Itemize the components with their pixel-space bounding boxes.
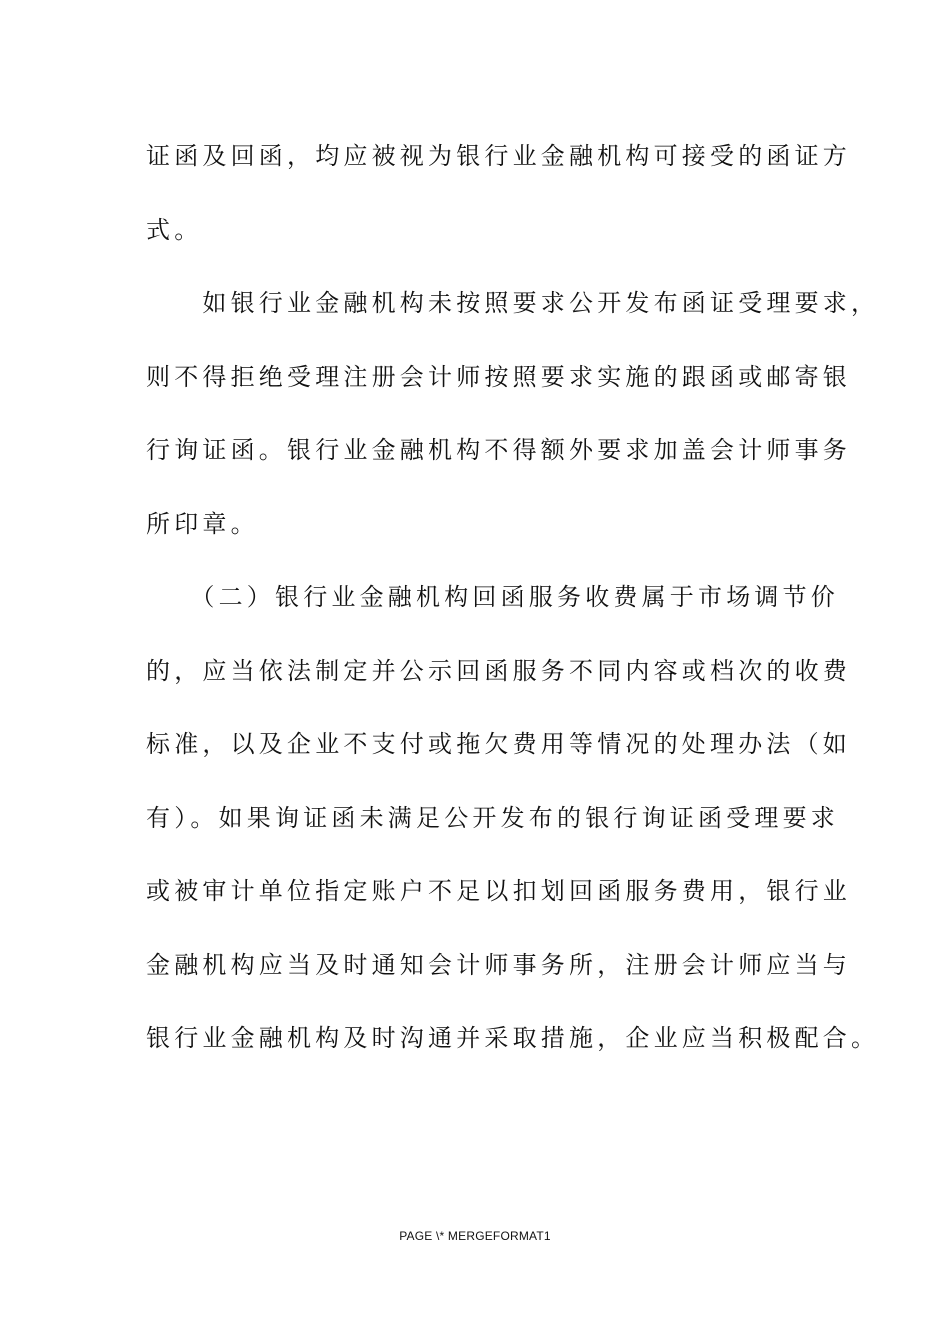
text-line: 标准，以及企业不支付或拖欠费用等情况的处理办法（如 (146, 730, 851, 758)
text-line: 如银行业金融机构未按照要求公开发布函证受理要求， (146, 289, 880, 317)
text-line: 的，应当依法制定并公示回函服务不同内容或档次的收费 (146, 656, 851, 685)
text-line: 金融机构应当及时通知会计师事务所，注册会计师应当与 (146, 950, 851, 979)
body-text (146, 120, 880, 1076)
text-line: 行询证函。银行业金融机构不得额外要求加盖会计师事务 (146, 436, 851, 464)
text-line: 则不得拒绝受理注册会计师按照要求实施的跟函或邮寄银 (146, 362, 851, 391)
text-line: 或被审计单位指定账户不足以扣划回函服务费用，银行业 (146, 877, 851, 905)
text-line: 所印章。 (146, 509, 259, 538)
text-line: 式。 (146, 215, 203, 244)
text-line: 银行业金融机构及时沟通并采取措施，企业应当积极配合。 (146, 1024, 880, 1052)
text-line: 有）。如果询证函未满足公开发布的银行询证函受理要求 (146, 803, 839, 832)
page-footer: PAGE \* MERGEFORMAT1 (399, 1229, 551, 1243)
text-line: 证函及回函，均应被视为银行业金融机构可接受的函证方 (146, 142, 851, 170)
text-line: （二）银行业金融机构回函服务收费属于市场调节价 (146, 583, 839, 611)
